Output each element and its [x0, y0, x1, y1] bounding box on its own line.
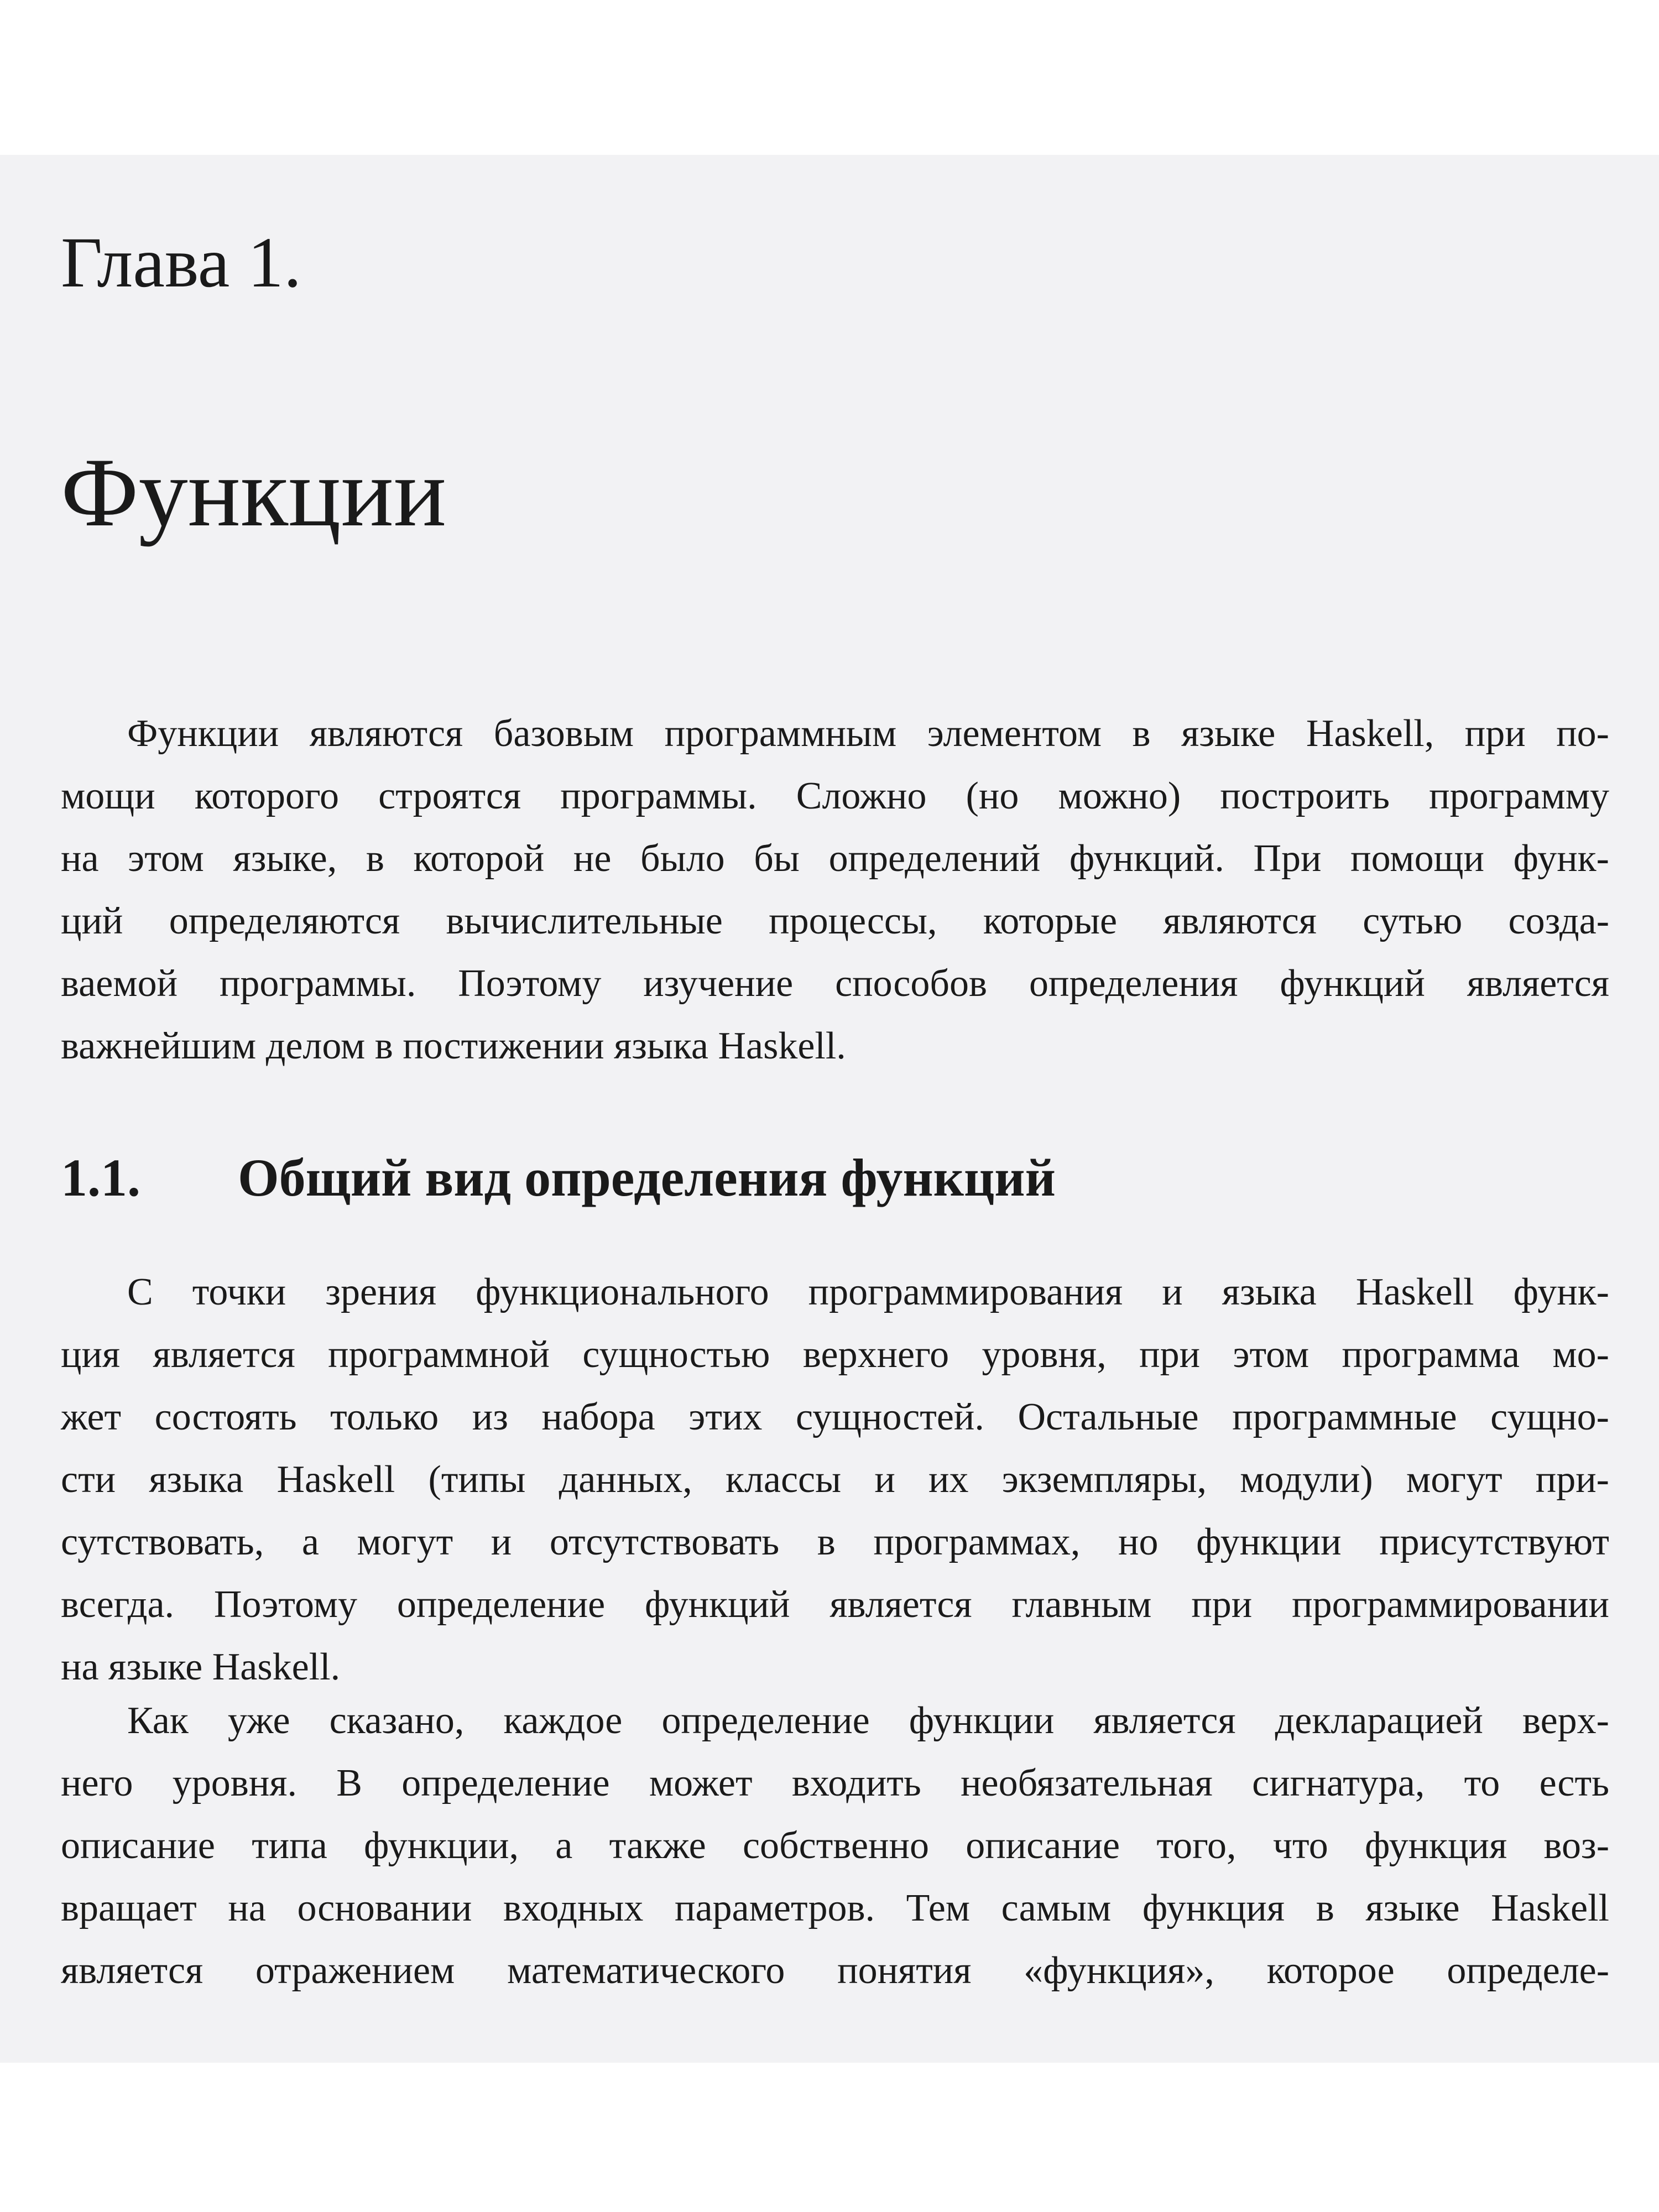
text-line: всегда. Поэтому определение функций является главным при программировании: [61, 1583, 1609, 1626]
section-title: Общий вид определения функций: [238, 1148, 1056, 1207]
text-line: ция является программной сущностью верхнего уровня, при этом программа мо-: [61, 1333, 1609, 1376]
text-line: С точки зрения функционального программирования и языка Haskell функ-: [127, 1271, 1609, 1313]
book-page: [0, 155, 1659, 2063]
text-line: является отражением математического понятия «функция», которое определе-: [61, 1949, 1609, 1992]
section-paragraph-1: [61, 1261, 1609, 1698]
text-line: сти языка Haskell (типы данных, классы и их экземпляры, модули) могут при-: [61, 1458, 1609, 1501]
text-line: Функции являются базовым программным элементом в языке Haskell, при по-: [127, 712, 1609, 755]
text-line: описание типа функции, а также собственно описание того, что функция воз-: [61, 1824, 1609, 1867]
text-line: ваемой программы. Поэтому изучение способов определения функций является: [61, 962, 1609, 1005]
text-line: ций определяются вычислительные процессы, которые являются сутью созда-: [61, 900, 1609, 942]
text-line: сутствовать, а могут и отсутствовать в программах, но функции присутствуют: [61, 1521, 1609, 1563]
text-line: на языке Haskell.: [61, 1646, 341, 1688]
section-heading: [61, 1145, 1056, 1211]
text-line: мощи которого строятся программы. Сложно (но можно) построить программу: [61, 775, 1609, 817]
text-line: вращает на основании входных параметров. Тем самым функция в языке Haskell: [61, 1887, 1609, 1929]
chapter-title: Функции: [61, 437, 447, 547]
section-paragraph-2: [61, 1689, 1609, 2002]
text-line: Как уже сказано, каждое определение функции является декларацией верх-: [127, 1699, 1609, 1742]
text-line: жет состоять только из набора этих сущностей. Остальные программные сущно-: [61, 1396, 1609, 1438]
text-line: важнейшим делом в постижении языка Haskell.: [61, 1025, 846, 1067]
text-line: него уровня. В определение может входить необязательная сигнатура, то есть: [61, 1762, 1609, 1804]
section-number: 1.1.: [61, 1148, 140, 1207]
chapter-label: Глава 1.: [61, 223, 302, 302]
text-line: на этом языке, в которой не было бы определений функций. При помощи функ-: [61, 837, 1609, 880]
intro-paragraph: [61, 702, 1609, 1077]
